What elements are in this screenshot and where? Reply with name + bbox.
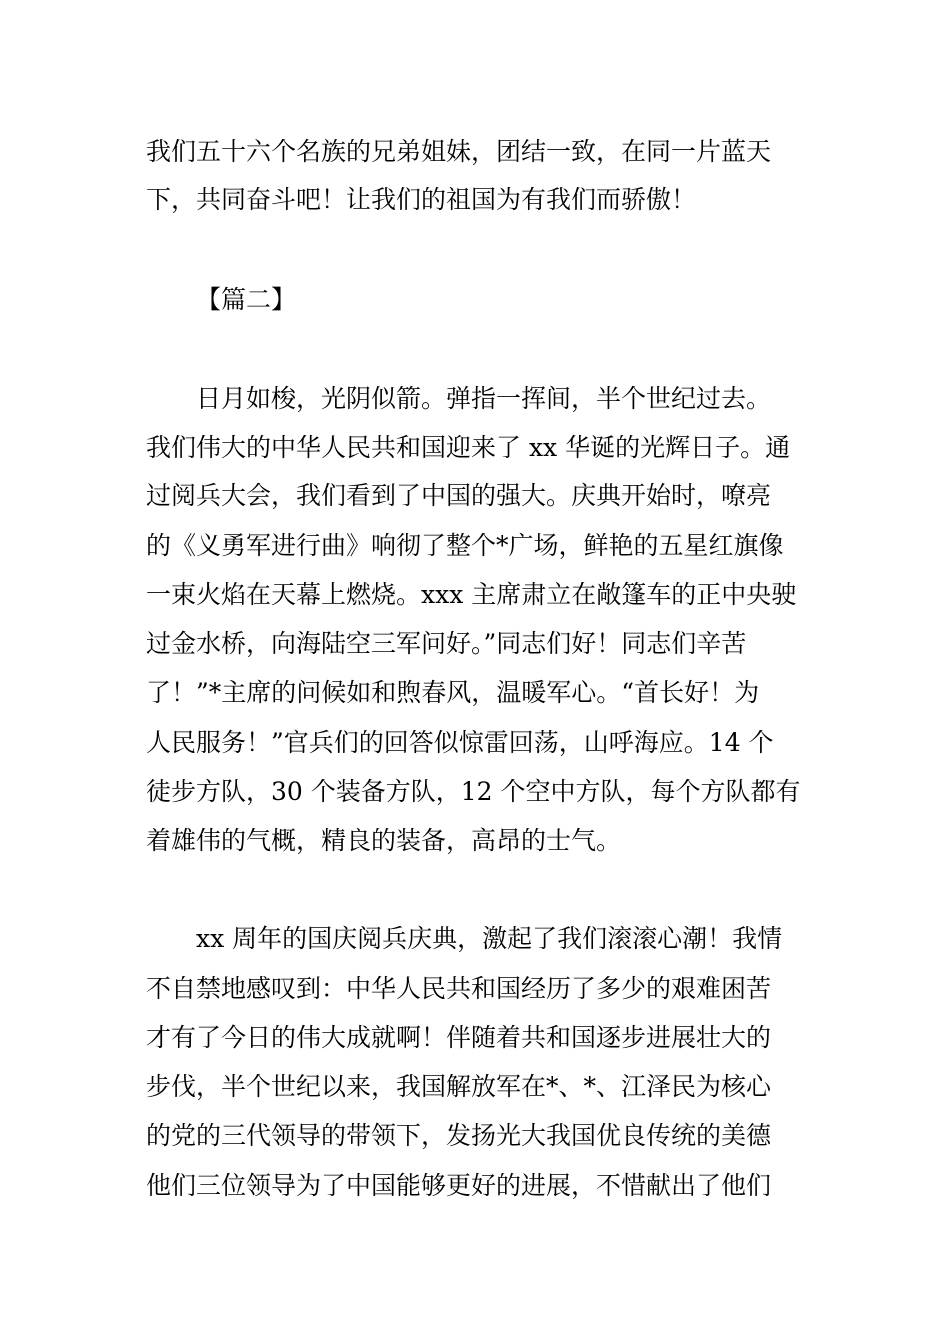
text-line: 过金水桥，向海陆空三军问好。”同志们好！同志们辛苦 xyxy=(146,629,747,658)
text-line: 下，共同奋斗吧！让我们的祖国为有我们而骄傲！ xyxy=(146,185,697,214)
text-line: 步伐，半个世纪以来，我国解放军在*、*、江泽民为核心 xyxy=(146,1072,772,1101)
text-line: 着雄伟的气概，精良的装备，高昂的士气。 xyxy=(146,826,622,855)
text-line: 了！”*主席的问候如和煦春风，温暖军心。“首长好！为 xyxy=(146,678,760,707)
text-line: 日月如梭，光阴似箭。弹指一挥间，半个世纪过去。 xyxy=(196,384,772,413)
text-line: 的党的三代领导的带领下，发扬光大我国优良传统的美德 xyxy=(146,1121,772,1150)
text-line: 的《义勇军进行曲》响彻了整个*广场，鲜艳的五星红旗像 xyxy=(146,531,784,560)
text-line: 不自禁地感叹到：中华人民共和国经历了多少的艰难困苦 xyxy=(146,974,772,1003)
text-line: 一束火焰在天幕上燃烧。xxx 主席肃立在敞篷车的正中央驶 xyxy=(146,580,797,609)
text-line: 过阅兵大会，我们看到了中国的强大。庆典开始时，嘹亮 xyxy=(146,481,772,510)
text-line: 他们三位领导为了中国能够更好的进展，不惜献出了他们 xyxy=(146,1171,772,1200)
text-line: 我们伟大的中华人民共和国迎来了 xx 华诞的光辉日子。通 xyxy=(146,433,791,462)
text-line: 徒步方队，30 个装备方队，12 个空中方队，每个方队都有 xyxy=(146,777,801,806)
text-line: 才有了今日的伟大成就啊！伴随着共和国逐步进展壮大的 xyxy=(146,1023,772,1052)
text-line: 我们五十六个名族的兄弟姐妹，团结一致，在同一片蓝天 xyxy=(146,137,772,166)
text-line: 人民服务！”官兵们的回答似惊雷回荡，山呼海应。14 个 xyxy=(146,728,774,757)
text-line: xx 周年的国庆阅兵庆典，激起了我们滚滚心潮！我情 xyxy=(196,924,783,953)
section-heading: 【篇二】 xyxy=(196,285,297,314)
